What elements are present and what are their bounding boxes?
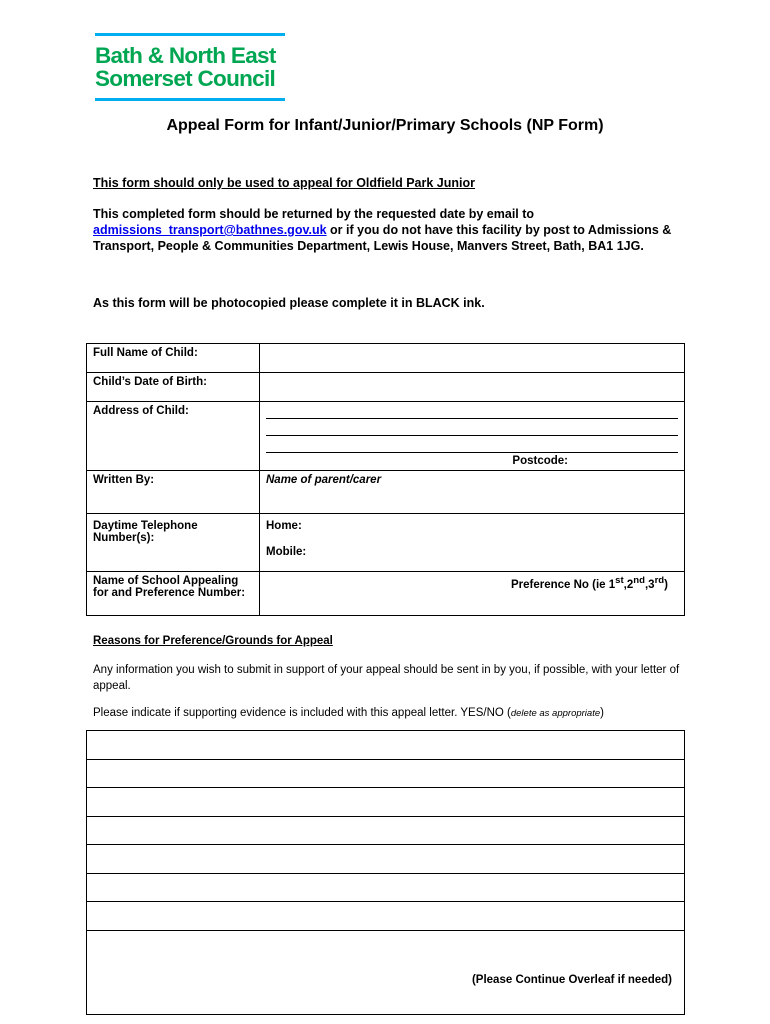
written-by-hint: Name of parent/carer bbox=[266, 474, 382, 486]
full-name-field[interactable] bbox=[260, 344, 685, 373]
address-line-3 bbox=[266, 436, 678, 453]
address-line-1 bbox=[266, 405, 678, 419]
reason-line[interactable] bbox=[87, 902, 685, 931]
child-details-table bbox=[86, 343, 685, 616]
reasons-heading: Reasons for Preference/Grounds for Appeal bbox=[93, 635, 333, 647]
return-text-post: or if you do not have this facility by post to Admissions & Transport, People & Communities Department, Lewis House, Manvers Street, Bath, BA1 1JG. bbox=[93, 223, 672, 253]
logo-line-1: Bath & North East bbox=[95, 43, 276, 68]
phone-label: Daytime Telephone Number(s): bbox=[87, 514, 260, 572]
reason-line[interactable] bbox=[87, 816, 685, 845]
return-instructions bbox=[93, 206, 683, 254]
reason-line[interactable] bbox=[87, 845, 685, 874]
logo-bottom-bar bbox=[95, 98, 285, 101]
delete-note: delete as appropriate bbox=[510, 708, 601, 719]
evidence-instruction: Please indicate if supporting evidence is included with this appeal letter. YES/NO (delete as appropriate) bbox=[93, 707, 604, 719]
reason-line[interactable] bbox=[87, 759, 685, 788]
school-label: Name of School Appealing for and Preference Number: bbox=[87, 572, 260, 616]
full-name-label: Full Name of Child: bbox=[87, 344, 260, 373]
school-field[interactable] bbox=[260, 572, 685, 616]
preference-label: Preference No (ie 1st,2nd,3rd) bbox=[510, 575, 668, 591]
written-by-label: Written By: bbox=[87, 471, 260, 514]
ink-instruction: As this form will be photocopied please complete it in BLACK ink. bbox=[93, 296, 485, 310]
home-phone-label: Home: bbox=[266, 520, 302, 532]
council-logo bbox=[95, 33, 285, 101]
reasons-info: Any information you wish to submit in support of your appeal should be sent in by you, if possible, with your letter of appeal. bbox=[93, 664, 680, 692]
written-by-field[interactable] bbox=[260, 471, 685, 514]
logo-line-2: Somerset Council bbox=[95, 66, 276, 91]
logo-top-bar bbox=[95, 33, 285, 36]
postcode-label: Postcode: bbox=[512, 455, 568, 467]
dob-label: Child’s Date of Birth: bbox=[87, 373, 260, 402]
reason-line[interactable] bbox=[87, 788, 685, 817]
reasons-writing-area[interactable] bbox=[86, 730, 685, 1015]
phone-field[interactable] bbox=[260, 514, 685, 572]
page-title: Appeal Form for Infant/Junior/Primary Schools (NP Form) bbox=[166, 117, 604, 134]
mobile-phone-label: Mobile: bbox=[266, 546, 307, 558]
reason-line[interactable] bbox=[87, 731, 685, 760]
reason-line[interactable] bbox=[87, 873, 685, 902]
return-text-pre: This completed form should be returned by the requested date by email to bbox=[93, 207, 535, 221]
address-label: Address of Child: bbox=[87, 402, 260, 471]
dob-field[interactable] bbox=[260, 373, 685, 402]
address-field[interactable] bbox=[260, 402, 685, 471]
usage-note: This form should only be used to appeal for Oldfield Park Junior bbox=[93, 176, 475, 190]
address-line-2 bbox=[266, 419, 678, 436]
email-link[interactable]: admissions_transport@bathnes.gov.uk bbox=[93, 223, 327, 237]
continue-overleaf-note: (Please Continue Overleaf if needed) bbox=[87, 930, 685, 1014]
